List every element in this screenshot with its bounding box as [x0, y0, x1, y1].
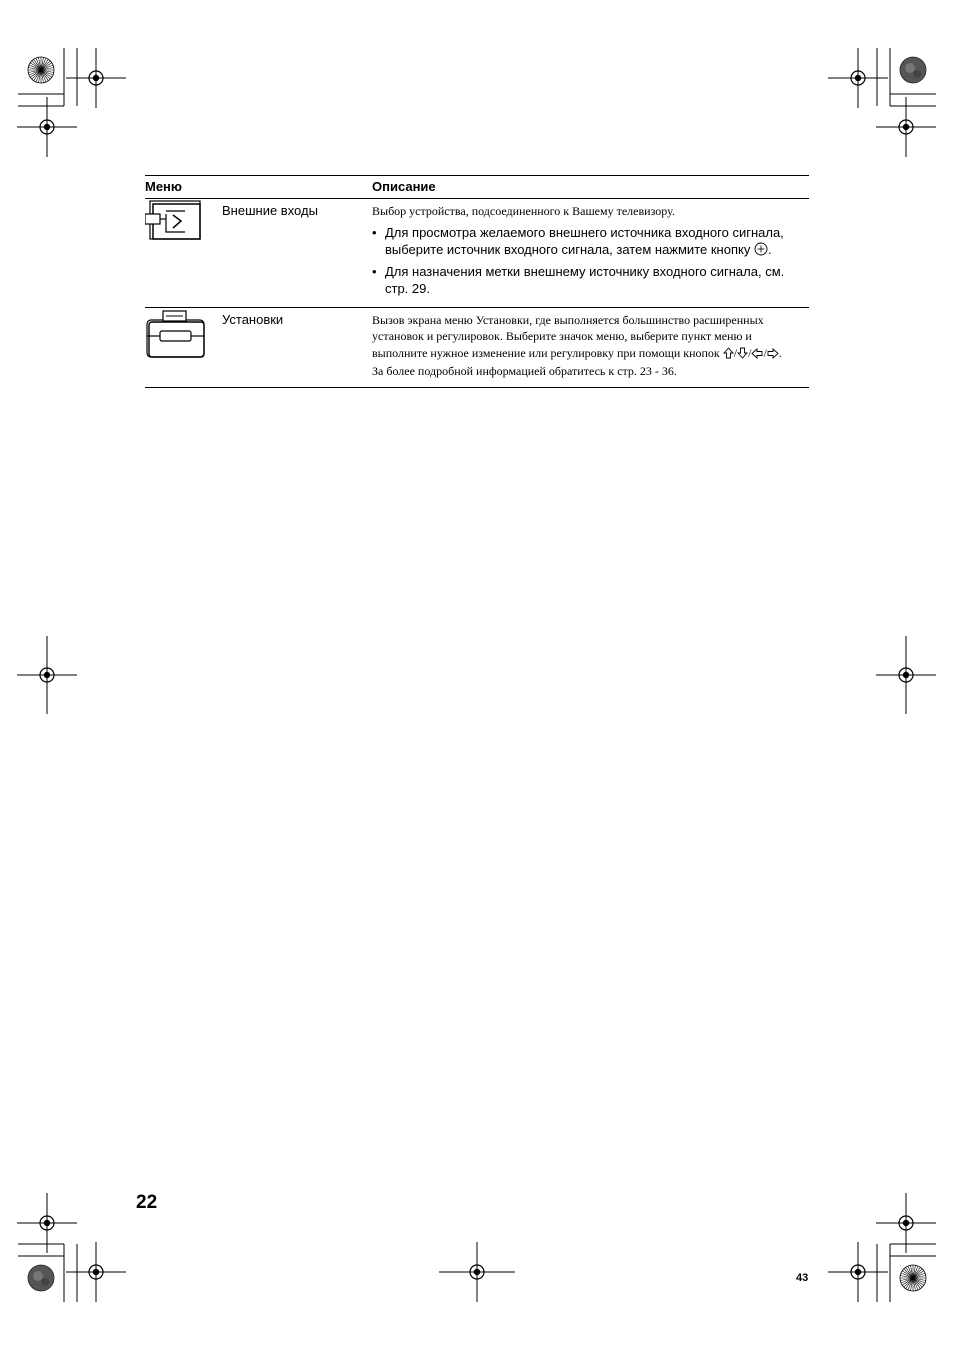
arrow-left-icon [751, 347, 763, 364]
description-reference: За более подробной информацией обратитесь к стр. 23 - 36. [372, 364, 677, 378]
menu-table [145, 175, 809, 388]
bullet-list [372, 224, 809, 298]
description-text: Вызов экрана меню Установки, где выполняется большинство расширенных установок и регулировок. Выберите значок меню, выберите пункт меню и выполните нужное изменение или регулировку при помощи кнопок / / / . [372, 312, 809, 364]
table-row [145, 307, 809, 387]
arrow-down-icon [737, 347, 748, 364]
list-item: • Для назначения метки внешнему источнику входного сигнала, см. стр. 29. [372, 263, 809, 298]
table-row [145, 199, 809, 308]
list-item: • Для просмотра желаемого внешнего источника входного сигнала, выберите источник входного сигнала, затем нажмите кнопку . [372, 224, 809, 261]
external-input-icon [145, 230, 203, 247]
arrow-up-icon [723, 347, 734, 364]
arrow-right-icon [767, 347, 779, 364]
header-menu: Меню [145, 176, 372, 199]
page-number: 22 [136, 1192, 158, 1213]
print-page-number: 43 [796, 1272, 809, 1284]
menu-item-name: Внешние входы [222, 199, 372, 308]
menu-item-name: Установки [222, 307, 372, 387]
enter-button-icon [754, 242, 768, 261]
toolbox-icon [145, 347, 207, 364]
description-intro: Выбор устройства, подсоединенного к Вашему телевизору. [372, 204, 675, 218]
table-header [145, 176, 809, 199]
header-description: Описание [372, 176, 809, 199]
